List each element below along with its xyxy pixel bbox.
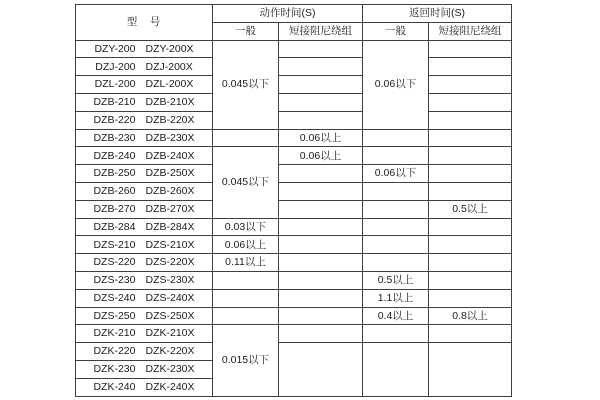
table-row — [76, 182, 512, 200]
action-general-cell: 0.11以上 — [213, 254, 279, 272]
return-damped-cell: 0.5以上 — [429, 200, 512, 218]
model-base: DZY-200 — [94, 42, 136, 55]
model-cell — [76, 40, 213, 58]
table-row — [76, 307, 512, 325]
model-cell — [76, 289, 213, 307]
return-general-cell — [363, 343, 429, 396]
model-cell — [76, 200, 213, 218]
return-damped-cell — [429, 182, 512, 200]
model-cell — [76, 182, 213, 200]
action-damped-cell — [279, 236, 363, 254]
return-general-cell: 0.06以下 — [363, 165, 429, 183]
table-row — [76, 236, 512, 254]
model-x: DZB-230X — [145, 131, 195, 144]
model-cell — [76, 93, 213, 111]
return-damped-cell — [429, 254, 512, 272]
return-damped-cell: 0.8以上 — [429, 307, 512, 325]
table-row — [76, 343, 512, 361]
model-base: DZK-210 — [93, 327, 136, 340]
table-row — [76, 218, 512, 236]
return-damped-cell — [429, 289, 512, 307]
model-base: DZS-240 — [93, 291, 136, 304]
action-general-cell — [213, 289, 279, 307]
return-damped-cell — [429, 58, 512, 76]
action-damped-cell — [279, 218, 363, 236]
model-base: DZS-220 — [93, 256, 136, 269]
return-damped-cell — [429, 147, 512, 165]
action-damped-cell — [279, 76, 363, 94]
model-base: DZB-220 — [93, 113, 136, 126]
action-damped-cell — [279, 289, 363, 307]
model-x: DZB-284X — [145, 220, 195, 233]
return-general-cell: 0.5以上 — [363, 271, 429, 289]
action-damped-cell — [279, 307, 363, 325]
return-general-cell: 1.1以上 — [363, 289, 429, 307]
table-row — [76, 325, 512, 343]
header-return-damped: 短接阻尼绕组 — [429, 22, 512, 40]
table-row — [76, 129, 512, 147]
model-x: DZB-270X — [145, 202, 195, 215]
return-damped-cell — [429, 271, 512, 289]
return-general-cell — [363, 200, 429, 218]
model-base: DZK-230 — [93, 363, 136, 376]
model-base: DZB-230 — [93, 131, 136, 144]
return-damped-cell — [429, 111, 512, 129]
table-row — [76, 147, 512, 165]
return-damped-cell — [429, 325, 512, 343]
table-row — [76, 111, 512, 129]
return-general-cell: 0.4以上 — [363, 307, 429, 325]
model-cell — [76, 236, 213, 254]
model-x: DZB-260X — [145, 185, 195, 198]
table-row — [76, 40, 512, 58]
model-base: DZS-250 — [93, 309, 136, 322]
model-cell — [76, 254, 213, 272]
action-damped-cell — [279, 200, 363, 218]
model-x: DZB-220X — [145, 113, 195, 126]
return-damped-cell — [429, 93, 512, 111]
model-base: DZB-250 — [93, 167, 136, 180]
return-damped-cell — [429, 76, 512, 94]
model-cell — [76, 129, 213, 147]
model-cell — [76, 325, 213, 343]
model-cell — [76, 147, 213, 165]
table-row — [76, 58, 512, 76]
action-general-cell: 0.015以下 — [213, 325, 279, 396]
model-cell — [76, 343, 213, 361]
return-damped-cell — [429, 343, 512, 396]
return-damped-cell — [429, 40, 512, 58]
action-general-cell: 0.03以下 — [213, 218, 279, 236]
model-base: DZB-240 — [93, 149, 136, 162]
header-action-general: 一般 — [213, 22, 279, 40]
model-base: DZS-230 — [93, 274, 136, 287]
model-x: DZS-230X — [145, 274, 195, 287]
action-damped-cell — [279, 111, 363, 129]
return-general-cell — [363, 147, 429, 165]
return-general-cell — [363, 129, 429, 147]
action-damped-cell — [279, 343, 363, 396]
return-general-cell — [363, 236, 429, 254]
header-model: 型 号 — [76, 5, 213, 41]
table-row — [76, 76, 512, 94]
return-general-cell — [363, 325, 429, 343]
header-return-time: 返回时间(S) — [363, 5, 512, 23]
header-row-1 — [76, 5, 512, 23]
action-general-cell: 0.045以下 — [213, 147, 279, 218]
action-general-cell — [213, 307, 279, 325]
table-row — [76, 165, 512, 183]
model-x: DZL-200X — [145, 78, 194, 91]
model-cell — [76, 378, 213, 396]
header-action-damped: 短接阻尼绕组 — [279, 22, 363, 40]
return-damped-cell — [429, 236, 512, 254]
model-x: DZS-250X — [145, 309, 195, 322]
model-x: DZK-220X — [145, 345, 195, 358]
table-row — [76, 289, 512, 307]
model-base: DZK-240 — [93, 380, 136, 393]
model-base: DZB-270 — [93, 202, 136, 215]
model-cell — [76, 58, 213, 76]
model-cell — [76, 307, 213, 325]
model-x: DZS-220X — [145, 256, 195, 269]
action-general-cell — [213, 271, 279, 289]
action-damped-cell — [279, 254, 363, 272]
model-base: DZK-220 — [93, 345, 136, 358]
return-general-cell — [363, 182, 429, 200]
model-base: DZB-284 — [93, 220, 136, 233]
model-base: DZJ-200 — [95, 60, 136, 73]
model-cell — [76, 76, 213, 94]
table-row — [76, 271, 512, 289]
action-damped-cell: 0.06以上 — [279, 147, 363, 165]
action-damped-cell — [279, 40, 363, 58]
action-damped-cell — [279, 182, 363, 200]
model-x: DZB-240X — [145, 149, 195, 162]
model-cell — [76, 165, 213, 183]
header-return-general: 一般 — [363, 22, 429, 40]
return-general-cell — [363, 254, 429, 272]
table-row — [76, 254, 512, 272]
model-cell — [76, 271, 213, 289]
model-base: DZB-210 — [93, 96, 136, 109]
action-damped-cell — [279, 271, 363, 289]
return-general-cell — [363, 218, 429, 236]
action-general-cell — [213, 129, 279, 147]
table-row — [76, 200, 512, 218]
action-damped-cell: 0.06以上 — [279, 129, 363, 147]
model-x: DZB-250X — [145, 167, 195, 180]
model-cell — [76, 218, 213, 236]
action-damped-cell — [279, 325, 363, 343]
action-damped-cell — [279, 93, 363, 111]
model-base: DZS-210 — [93, 238, 136, 251]
model-base: DZL-200 — [94, 78, 136, 91]
return-damped-cell — [429, 129, 512, 147]
model-x: DZK-240X — [145, 380, 195, 393]
action-general-cell: 0.045以下 — [213, 40, 279, 129]
model-base: DZB-260 — [93, 185, 136, 198]
model-x: DZY-200X — [145, 42, 194, 55]
action-damped-cell — [279, 165, 363, 183]
model-cell — [76, 360, 213, 378]
model-cell — [76, 111, 213, 129]
return-damped-cell — [429, 165, 512, 183]
table-row — [76, 93, 512, 111]
relay-timing-spec-table — [75, 4, 512, 397]
model-x: DZJ-200X — [145, 60, 193, 73]
return-general-cell: 0.06以下 — [363, 40, 429, 129]
return-damped-cell — [429, 218, 512, 236]
model-x: DZS-210X — [145, 238, 195, 251]
model-x: DZK-230X — [145, 363, 195, 376]
header-action-time: 动作时间(S) — [213, 5, 363, 23]
model-x: DZS-240X — [145, 291, 195, 304]
model-x: DZK-210X — [145, 327, 195, 340]
action-damped-cell — [279, 58, 363, 76]
action-general-cell: 0.06以上 — [213, 236, 279, 254]
model-x: DZB-210X — [145, 96, 195, 109]
